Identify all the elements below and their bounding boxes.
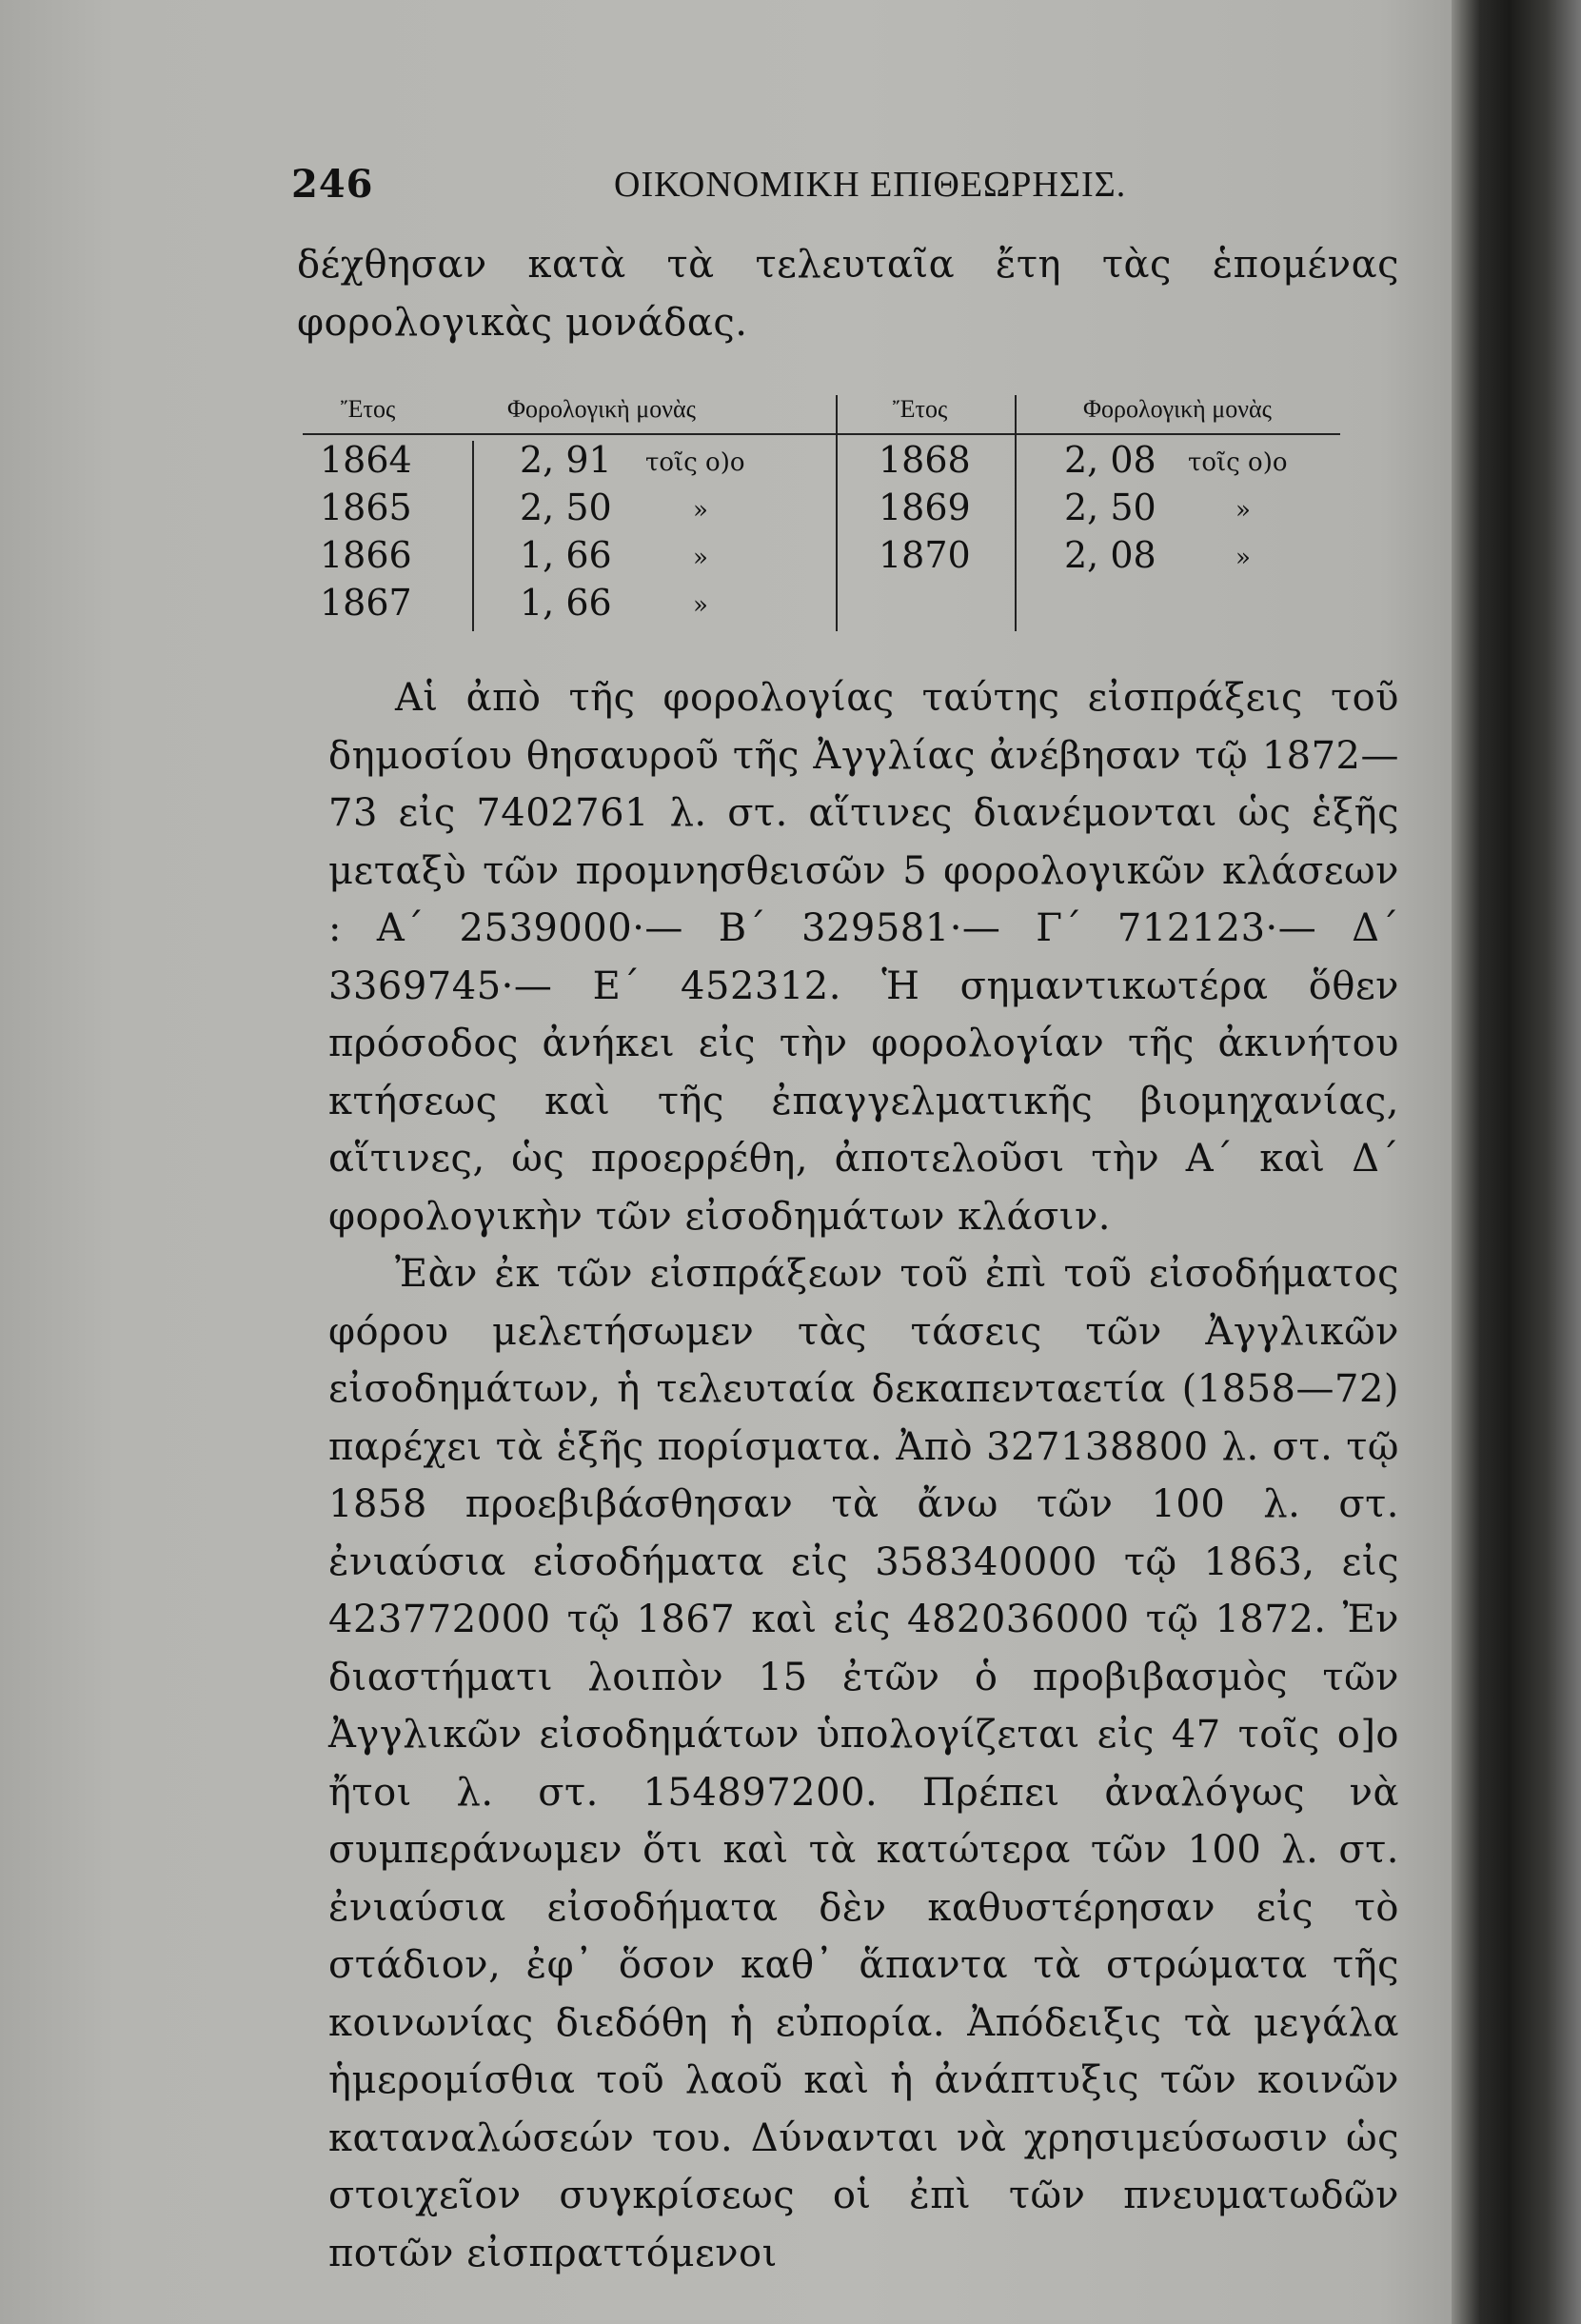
year-cell: 1864 (320, 439, 412, 481)
value-cell: 2, 91 (520, 439, 612, 481)
table-header-year-right: Ἔτος (893, 395, 948, 423)
value-cell: 2, 50 (1064, 487, 1156, 528)
paragraph: Ἐὰν ἐκ τῶν εἰσπράξεων τοῦ ἐπὶ τοῦ εἰσοδήματος φόρου μελετήσωμεν τὰς τάσεις τῶν Ἀγγλικῶν εἰσοδημάτων, ἡ τελευταία δεκαπενταετία (1858—72) παρέχει τὰ ἑξῆς πορίσματα. Ἀπὸ 327138800 λ. στ. τῷ 1858 προεβιβάσθησαν τὰ ἄνω τῶν 100 λ. στ. ἐνιαύσια εἰσοδήματα εἰς 358340000 τῷ 1863, εἰς 423772000 τῷ 1867 καὶ εἰς 482036000 τῷ 1872. Ἐν διαστήματι λοιπὸν 15 ἐτῶν ὁ προβιβασμὸς τῶν Ἀγγλικῶν εἰσοδημάτων ὑπολογίζεται εἰς 47 τοῖς ο]ο ἤτοι λ. στ. 154897200. Πρέπει ἀναλόγως νὰ συμπεράνωμεν ὅτι καὶ τὰ κατώτερα τῶν 100 λ. στ. ἐνιαύσια εἰσοδήματα δὲν καθυστέρησαν εἰς τὸ στάδιον, ἐφ᾽ ὅσον καθ᾽ ἅπαντα τὰ στρώματα τῆς κοινωνίας διεδόθη ἡ εὐπορία. Ἀπόδειξις τὰ μεγάλα ἡμερομίσθια τοῦ λαοῦ καὶ ἡ ἀνάπτυξις τῶν κοινῶν καταναλώσεών του. Δύνανται νὰ χρησιμεύσωσιν ὡς στοιχεῖον συγκρίσεως οἱ ἐπὶ τῶν πνευματωδῶν ποτῶν εἰσπραττόμενοι (328, 1252, 1399, 2275)
value-cell: 2, 08 (1064, 534, 1156, 576)
table-header-year-left: Ἔτος (341, 395, 396, 423)
intro-text: δέχθησαν κατὰ τὰ τελευταῖα ἔτη τὰς ἑπομένας φορολογικὰς μονάδας. (297, 243, 1399, 345)
tax-unit-table (303, 395, 1350, 643)
year-cell: 1866 (320, 534, 412, 576)
paragraph: Αἱ ἀπὸ τῆς φορολογίας ταύτης εἰσπράξεις τοῦ δημοσίου θησαυροῦ τῆς Ἀγγλίας ἀνέβησαν τῷ 1872—73 εἰς 7402761 λ. στ. αἵτινες διανέμονται ὡς ἑξῆς μεταξὺ τῶν προμνησθεισῶν 5 φορολογικῶν κλάσεων : Α΄ 2539000·— Β΄ 329581·— Γ΄ 712123·— Δ΄ 3369745·— Ε΄ 452312. Ἡ σημαντικωτέρα ὅθεν πρόσοδος ἀνήκει εἰς τὴν φορολογίαν τῆς ἀκινήτου κτήσεως καὶ τῆς ἐπαγγελματικῆς βιομηχανίας, αἵτινες, ὡς προερρέθη, ἀποτελοῦσι τὴν Α΄ καὶ Δ΄ φορολογικὴν τῶν εἰσοδημάτων κλάσιν. (328, 676, 1399, 1239)
year-cell: 1868 (879, 439, 971, 481)
value-cell: 2, 08 (1064, 439, 1156, 481)
body-text (276, 669, 1399, 2282)
year-cell: 1870 (879, 534, 971, 576)
year-cell: 1865 (320, 487, 412, 528)
year-cell: 1869 (879, 487, 971, 528)
book-page (276, 133, 1399, 2282)
unit-cell: » (693, 544, 708, 572)
unit-cell: τοῖς ο)ο (645, 448, 745, 477)
page-header (276, 133, 1399, 209)
running-title: ΟΙΚΟΝΟΜΙΚΗ ΕΠΙΘΕΩΡΗΣΙΣ. (614, 165, 1127, 205)
book-binding-gutter (1452, 0, 1581, 2324)
value-cell: 2, 50 (520, 487, 612, 528)
year-cell: 1867 (320, 582, 412, 624)
value-cell: 1, 66 (520, 534, 612, 576)
table-divider (1015, 395, 1017, 631)
table-divider (836, 395, 838, 631)
unit-cell: τοῖς ο)ο (1188, 448, 1288, 477)
table-header-rule (303, 433, 1340, 435)
table-header-unit-left: Φορολογικὴ μονὰς (507, 395, 696, 423)
unit-cell: » (1235, 496, 1251, 525)
table-header-unit-right: Φορολογικὴ μονὰς (1083, 395, 1272, 423)
unit-cell: » (693, 496, 708, 525)
unit-cell: » (693, 591, 708, 620)
table-divider (472, 441, 474, 631)
value-cell: 1, 66 (520, 582, 612, 624)
page-number: 246 (291, 162, 374, 207)
unit-cell: » (1235, 544, 1251, 572)
